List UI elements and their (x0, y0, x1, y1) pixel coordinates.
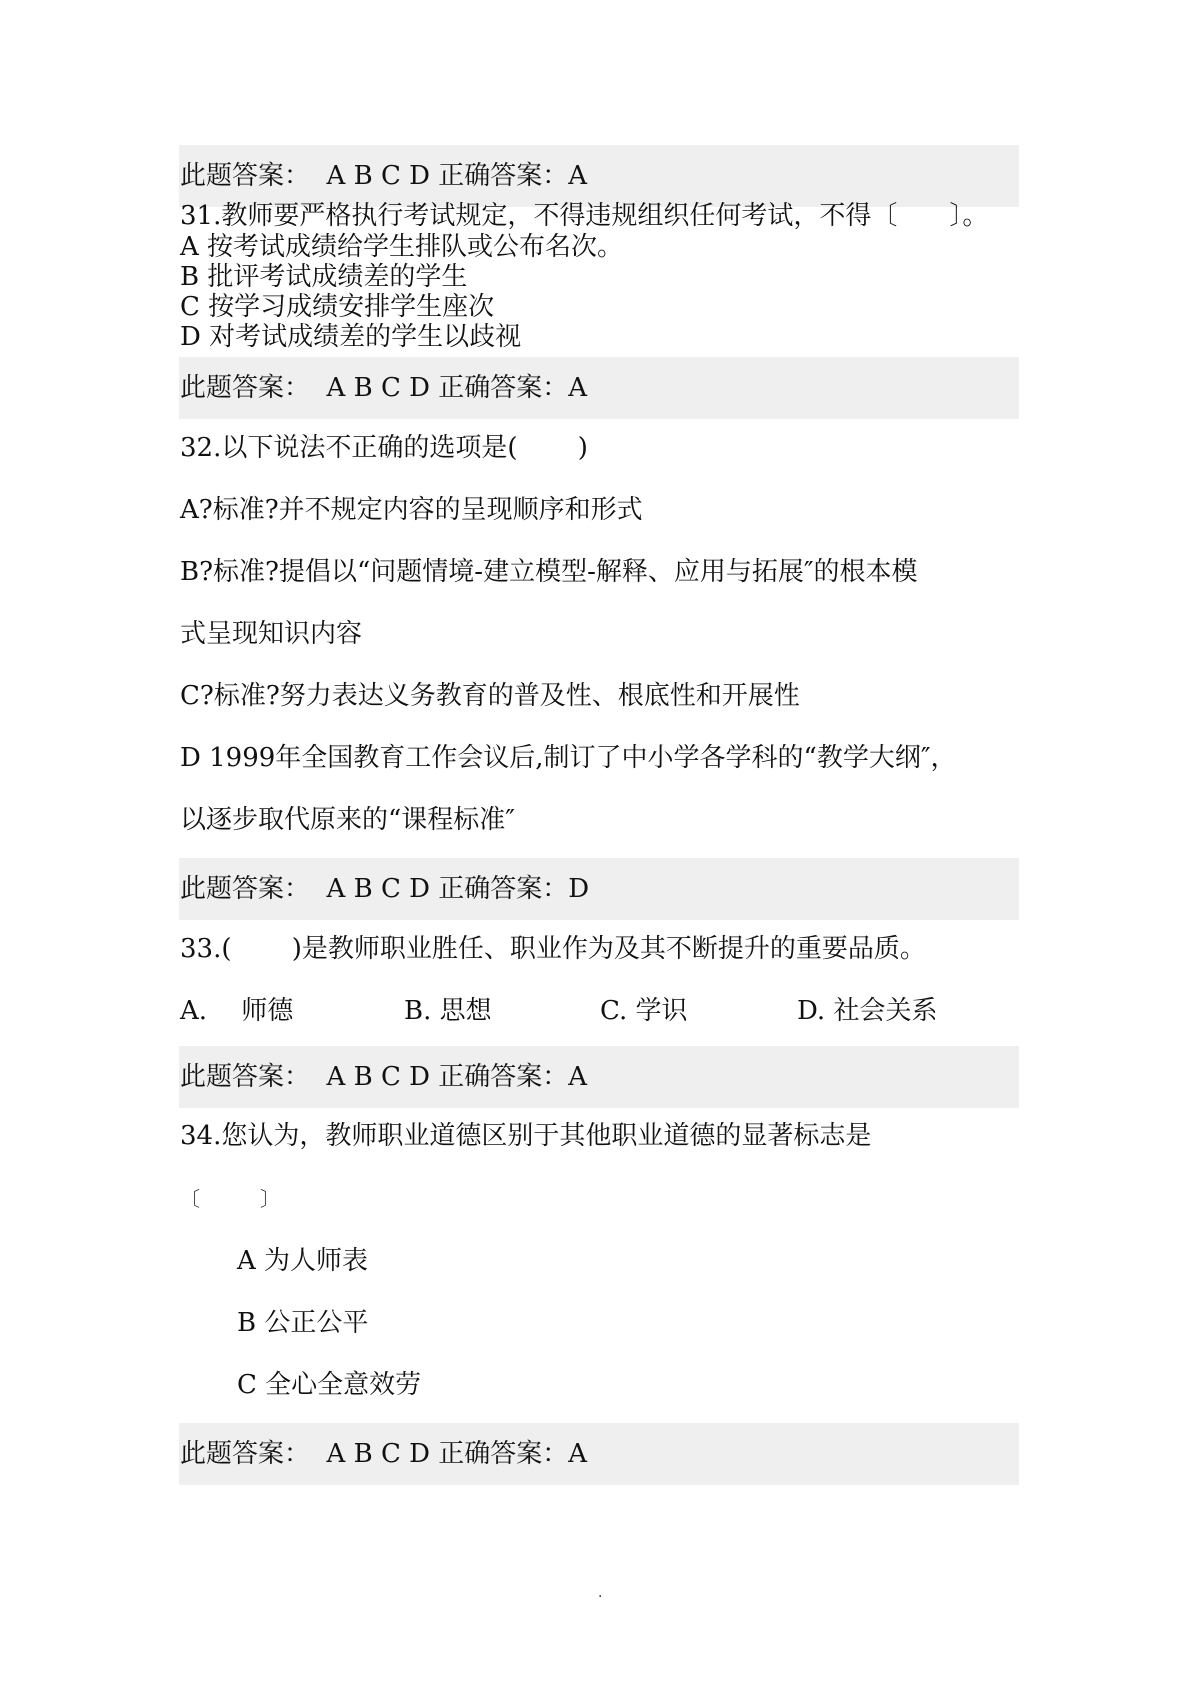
answer-label: 此题答案： (180, 1439, 311, 1469)
answer-line (180, 873, 589, 905)
answer-bar (179, 858, 1019, 920)
correct-label: 正确答案： (438, 161, 569, 191)
question-32-option-d-cont: 以逐步取代原来的“课程标准″ (180, 805, 516, 835)
question-31-option-d: D 对考试成绩差的学生以歧视 (180, 322, 522, 352)
question-33-stem: 33.( )是教师职业胜任、职业作为及其不断提升的重要品质。 (180, 934, 926, 964)
answer-choices: A B C D (326, 161, 430, 191)
answer-bar (179, 1423, 1019, 1485)
answer-line (180, 1438, 587, 1470)
answer-bar (179, 145, 1019, 207)
question-32-stem: 32.以下说法不正确的选项是( ) (180, 433, 588, 463)
correct-answer: A (568, 1439, 588, 1469)
answer-choices: A B C D (326, 373, 430, 403)
question-31-option-c: C 按学习成绩安排学生座次 (180, 292, 495, 322)
answer-label: 此题答案： (180, 874, 311, 904)
correct-label: 正确答案： (438, 1062, 569, 1092)
question-33-option-b: B. 思想 (404, 996, 492, 1026)
question-32-option-a: A?标准?并不规定内容的呈现顺序和形式 (180, 495, 643, 525)
answer-choices: A B C D (326, 874, 430, 904)
answer-line (180, 372, 587, 404)
correct-answer: A (568, 161, 588, 191)
answer-label: 此题答案： (180, 161, 311, 191)
question-34-option-c: C 全心全意效劳 (237, 1370, 422, 1400)
answer-label: 此题答案： (180, 1062, 311, 1092)
answer-choices: A B C D (326, 1062, 430, 1092)
question-33-option-a: A. 师德 (180, 996, 294, 1026)
question-32-option-c: C?标准?努力表达义务教育的普及性、根底性和开展性 (180, 681, 800, 711)
correct-answer: D (568, 874, 590, 904)
correct-label: 正确答案： (438, 874, 569, 904)
question-34-stem: 34.您认为，教师职业道德区别于其他职业道德的显著标志是 (180, 1121, 872, 1151)
correct-answer: A (568, 373, 588, 403)
question-31-option-b: B 批评考试成绩差的学生 (180, 262, 468, 292)
answer-line (180, 160, 587, 192)
question-31-option-a: A 按考试成绩给学生排队或公布名次。 (180, 232, 624, 262)
question-32-option-d: D 1999年全国教育工作会议后,制订了中小学各学科的“教学大纲″， (180, 743, 957, 773)
correct-label: 正确答案： (438, 1439, 569, 1469)
answer-choices: A B C D (326, 1439, 430, 1469)
answer-bar (179, 1046, 1019, 1108)
correct-label: 正确答案： (438, 373, 569, 403)
correct-answer: A (568, 1062, 588, 1092)
question-34-option-a: A 为人师表 (237, 1246, 369, 1276)
question-32-option-b: B?标准?提倡以“问题情境-建立模型-解释、应用与拓展″的根本模 (180, 557, 918, 587)
question-34-blank: 〔 〕 (180, 1187, 280, 1211)
answer-label: 此题答案： (180, 373, 311, 403)
answer-bar (179, 357, 1019, 419)
answer-line (180, 1061, 587, 1093)
question-31-stem: 31.教师要严格执行考试规定，不得违规组织任何考试，不得〔 〕。 (180, 201, 989, 231)
question-32-option-b-cont: 式呈现知识内容 (180, 619, 363, 649)
question-33-option-d: D. 社会关系 (797, 996, 938, 1026)
page-marker: . (598, 1585, 603, 1601)
question-34-option-b: B 公正公平 (237, 1308, 369, 1338)
question-33-option-c: C. 学识 (600, 996, 688, 1026)
